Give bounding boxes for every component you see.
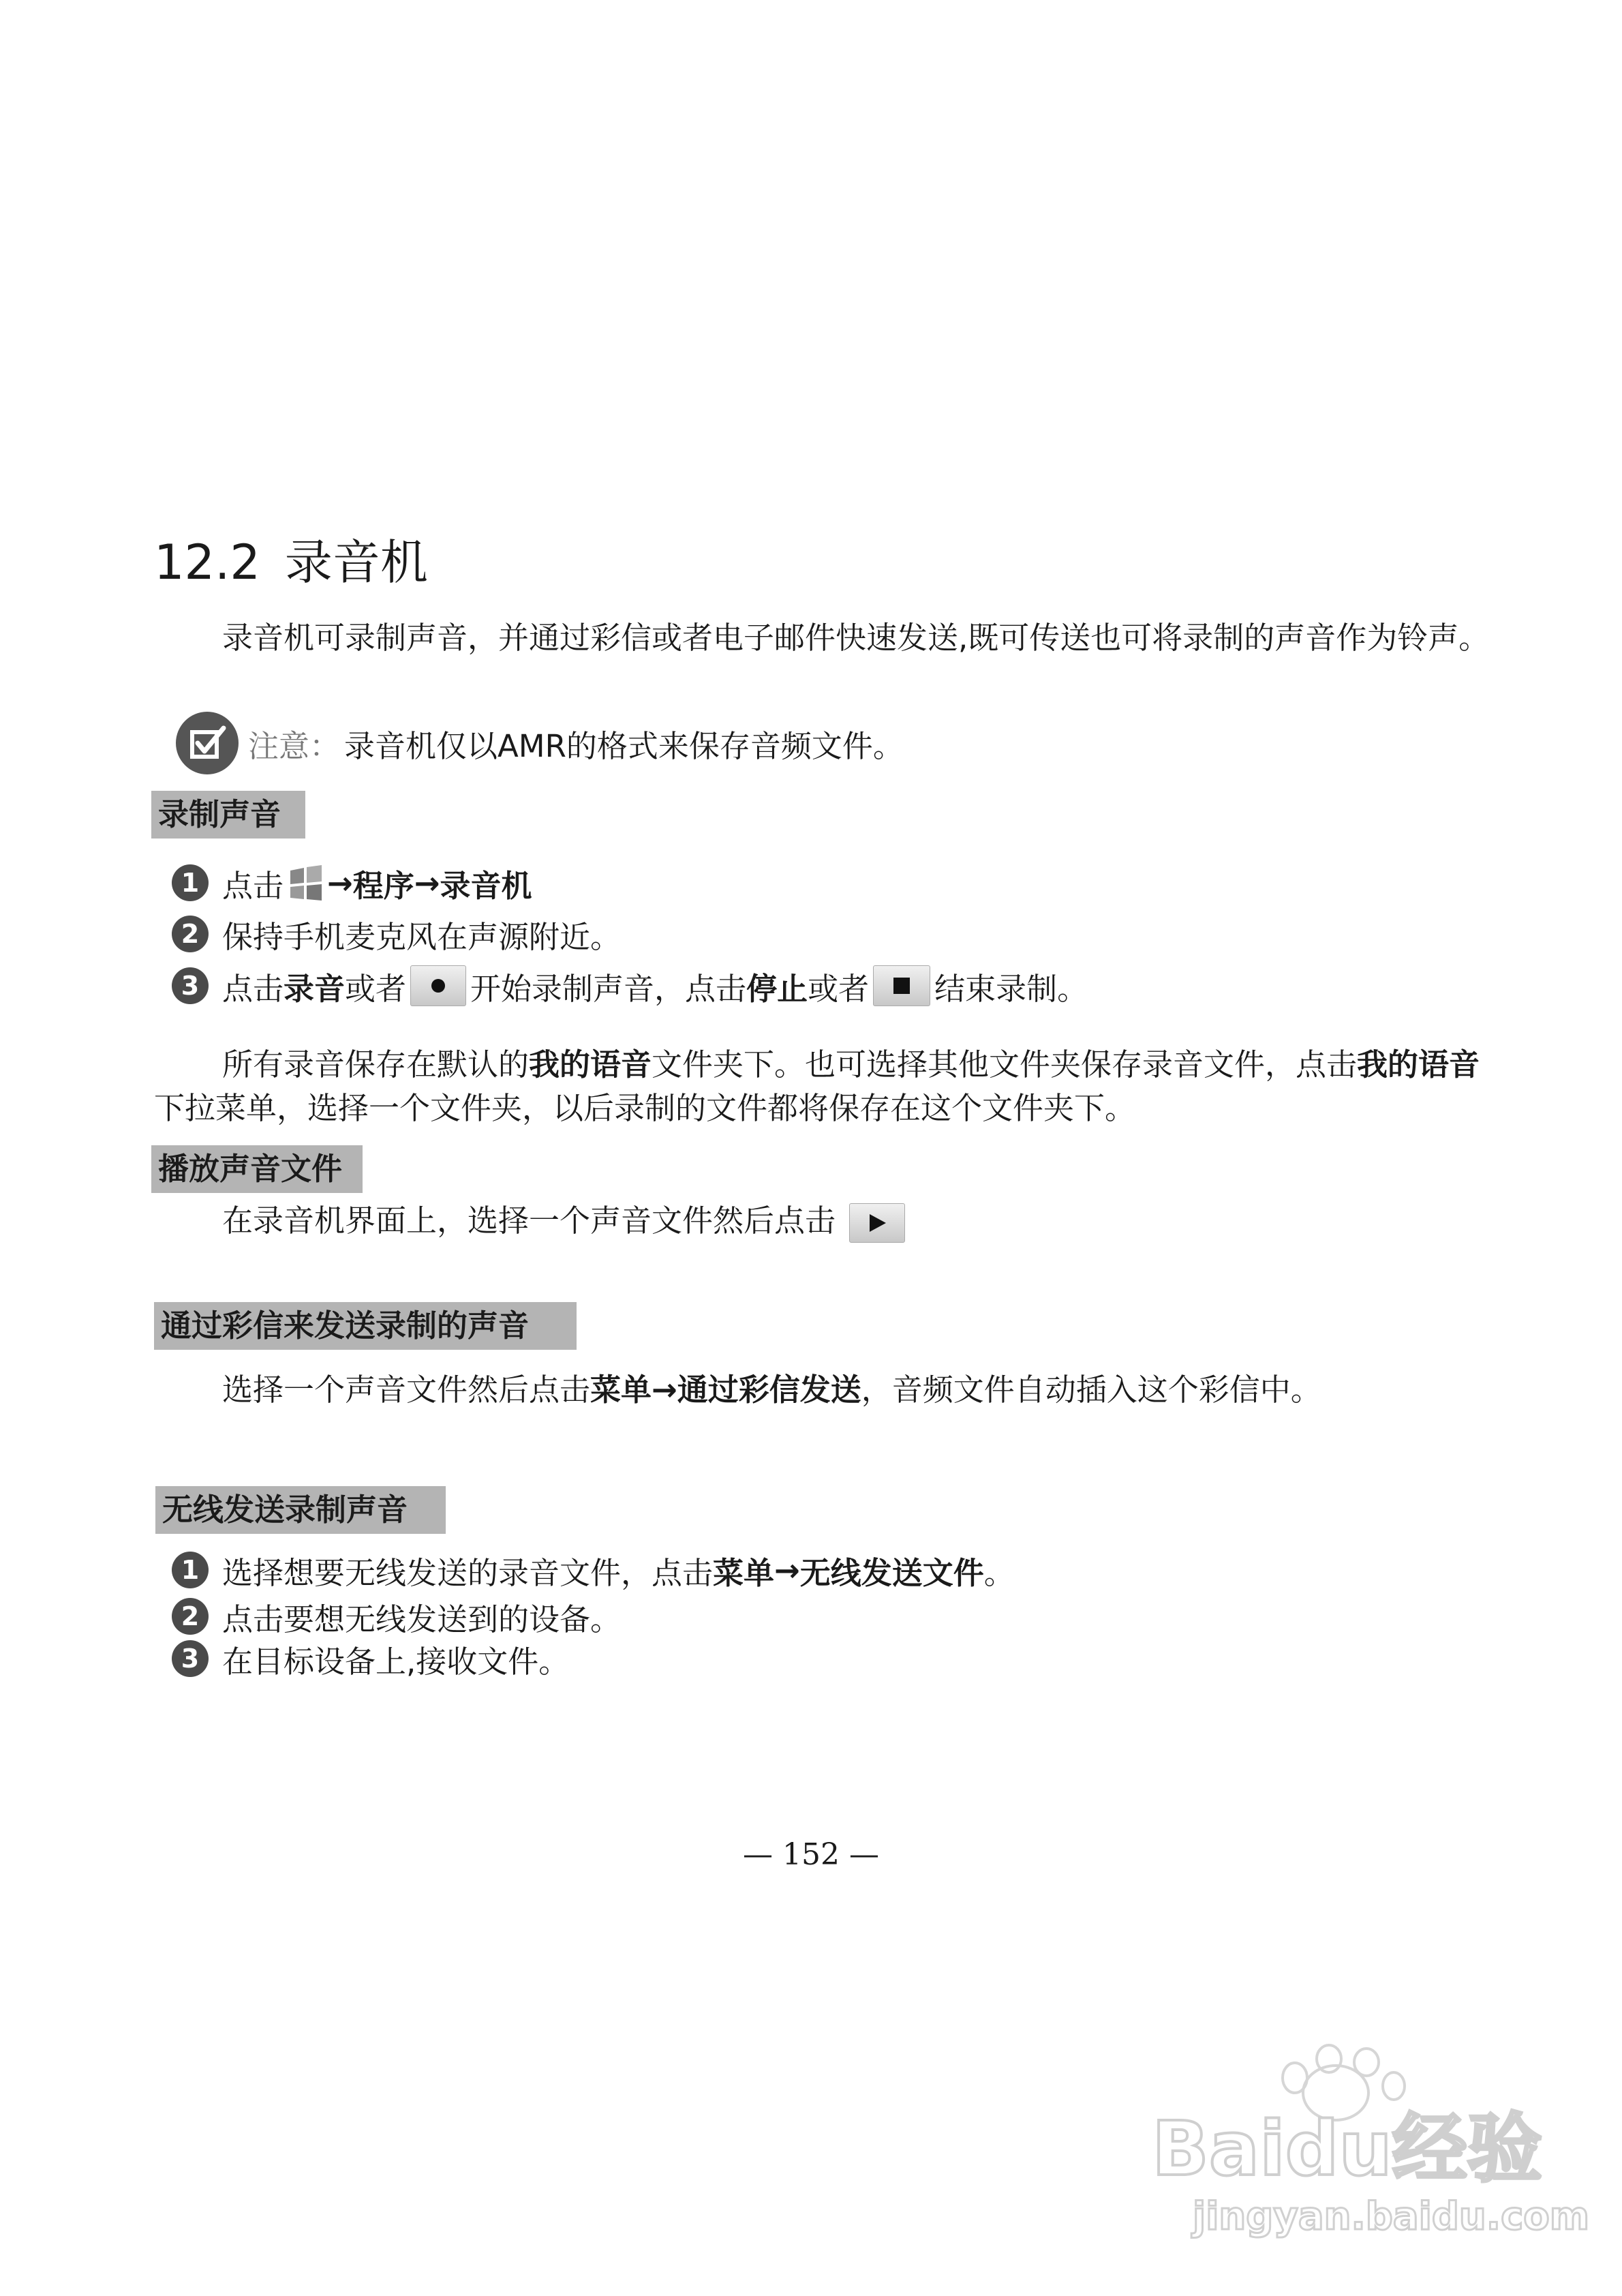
wireless-send-label: 无线发送文件 xyxy=(799,1554,984,1591)
watermark-brand: Baidu经验 xyxy=(1152,2105,1542,2192)
menu-label: 菜单 xyxy=(590,1372,652,1408)
menu-label: 菜单 xyxy=(713,1554,775,1591)
heading-number: 12.2 xyxy=(154,534,260,590)
my-voice-label: 我的语音 xyxy=(529,1046,652,1083)
step-text: 。 xyxy=(983,1554,1015,1591)
checkbox-icon xyxy=(176,712,239,774)
step-text: 点击 xyxy=(222,867,284,904)
step-text: 或者 xyxy=(345,970,407,1007)
save-text: 所有录音保存在默认的 xyxy=(222,1046,530,1083)
section-heading xyxy=(154,532,428,593)
intro-paragraph: 录音机可录制声音，并通过彩信或者电子邮件快速发送,既可传送也可将录制的声音作为铃声。 xyxy=(222,620,1490,656)
stop-label: 停止 xyxy=(746,970,808,1007)
note-text: 录音机仅以AMR的格式来保存音频文件。 xyxy=(344,727,904,764)
play-text: 在录音机界面上，选择一个声音文件然后点击 xyxy=(222,1203,836,1239)
start-menu-icon xyxy=(286,864,324,902)
my-voice-label: 我的语音 xyxy=(1357,1046,1480,1083)
step-badge: 2 xyxy=(172,1598,209,1635)
watermark-url: jingyan.baidu.com xyxy=(1193,2194,1590,2239)
arrow: → xyxy=(652,1372,677,1408)
step-badge: 2 xyxy=(172,916,209,952)
arrow: → xyxy=(774,1552,800,1588)
recorder-label: 录音机 xyxy=(440,867,532,904)
step-text: 点击 xyxy=(222,970,284,1007)
step-text: 在目标设备上,接收文件。 xyxy=(222,1643,570,1680)
mms-text: ，音频文件自动插入这个彩信中。 xyxy=(861,1372,1321,1408)
record-step-1 xyxy=(172,860,532,905)
step-badge: 1 xyxy=(172,1552,209,1588)
play-icon xyxy=(867,1213,887,1233)
step-text: 结束录制。 xyxy=(934,970,1088,1007)
save-text: 文件夹下。也可选择其他文件夹保存录音文件，点击 xyxy=(652,1046,1358,1083)
wireless-step-3 xyxy=(172,1636,569,1681)
record-icon xyxy=(430,978,446,994)
record-step-3 xyxy=(172,963,1088,1008)
section-title-wireless: 无线发送录制声音 xyxy=(155,1486,446,1534)
baidu-watermark-logo xyxy=(1131,2045,1590,2250)
mms-text: 选择一个声音文件然后点击 xyxy=(222,1372,591,1408)
section-title-mms: 通过彩信来发送录制的声音 xyxy=(154,1302,577,1350)
record-label: 录音 xyxy=(284,970,346,1007)
page-number: — 152 — xyxy=(743,1837,879,1872)
step-text: 点击要想无线发送到的设备。 xyxy=(222,1601,622,1637)
note-label: 注意： xyxy=(248,727,341,764)
send-mms-label: 通过彩信发送 xyxy=(677,1372,861,1408)
programs-label: 程序 xyxy=(352,867,414,904)
note-row xyxy=(176,710,904,776)
wireless-step-2 xyxy=(172,1594,621,1639)
step-badge: 3 xyxy=(172,1640,209,1677)
mms-line xyxy=(222,1368,1321,1413)
step-text: 或者 xyxy=(808,970,870,1007)
step-badge: 1 xyxy=(172,864,209,901)
arrow: → xyxy=(414,864,440,901)
step-text: 开始录制声音，点击 xyxy=(470,970,747,1007)
step-text: 选择想要无线发送的录音文件，点击 xyxy=(222,1554,714,1591)
save-text: 下拉菜单，选择一个文件夹，以后录制的文件都将保存在这个文件夹下。 xyxy=(154,1090,1136,1126)
save-paragraph xyxy=(154,1043,1490,1130)
section-title-play: 播放声音文件 xyxy=(151,1145,363,1193)
wireless-step-1 xyxy=(172,1547,1015,1592)
stop-button[interactable] xyxy=(873,965,930,1006)
section-title-record: 录制声音 xyxy=(151,791,305,839)
play-button[interactable] xyxy=(849,1203,905,1243)
step-badge: 3 xyxy=(172,967,209,1004)
arrow: → xyxy=(327,864,353,901)
step-text: 保持手机麦克风在声源附近。 xyxy=(222,918,622,955)
play-line xyxy=(222,1198,909,1243)
record-button[interactable] xyxy=(410,965,466,1006)
heading-title: 录音机 xyxy=(284,534,428,590)
stop-icon xyxy=(893,977,911,995)
record-step-2 xyxy=(172,911,621,956)
